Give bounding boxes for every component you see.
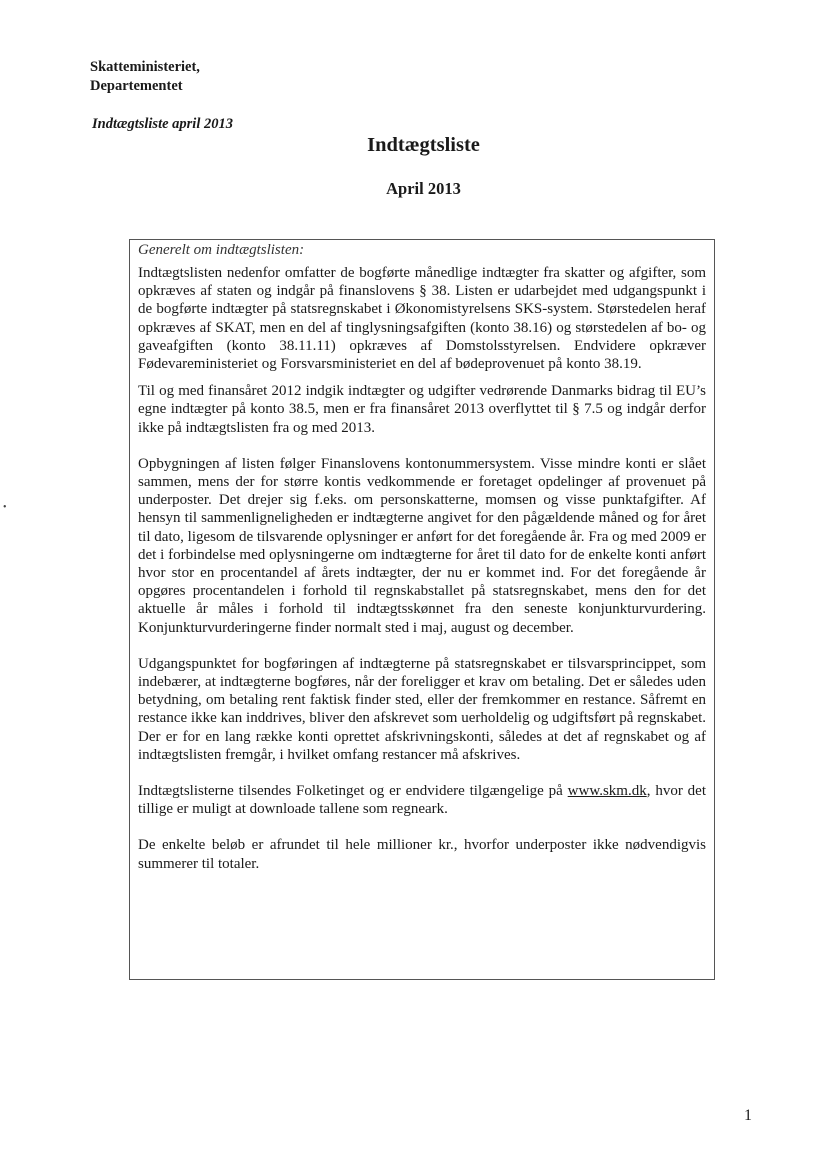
document-date: April 2013 [386,179,461,198]
skm-link[interactable]: www.skm.dk [567,783,647,800]
paragraph-scope: Indtægtslisten nedenfor omfatter de bogførte månedlige indtægter fra skatter og afgifter, som opkræves af staten og indgår på finanslovens § 38. Listen er udarbejdet med udgangspunkt i de bogførte indtægter på statsregnskabet i Økonomistyrelsens SKS-system. Størstedelen heraf opkræves af SKAT, men en del af tinglysningsafgiften (konto 38.16) og størstedelen af bo- og gaveafgiften (konto 38.11.11) opkræves af Domstolsstyrelsen. Endvidere opkræver Fødevareministeriet og Forsvarsministeriet en del af bødeprovenuet på konto 38.19. [138,265,706,373]
organization-header [90,58,200,96]
availability-text-end: , hvor det tillige er muligt at downloade tallene som regneark. [138,783,707,818]
page-title: Indtægtsliste [367,134,480,156]
paragraph-structure: Opbygningen af listen følger Finanslovens kontonummersystem. Visse mindre konti er slået sammen, mens der for større kontis vedkommende er foretaget opdelinger af provenuet på underposter. Det drejer sig f.eks. om personskatterne, momsen og visse punktafgifter. Af hensyn til sammenligneligheden er indtægterne angivet for den pågældende måned og for året til dato, ligesom de tilsvarende oplysninger er anført for det foregående år. Fra og med 2009 er det i forbindelse med oplysningerne om indtægterne for året til dato for de enkelte konti anført hvor stor en procentandel af årets indtægter, der nu er kommet ind. For det foregående år opgøres procentandelen i forhold til regnskabstallet på statsregnskabet, mens den for det aktuelle år måles i forhold til indtægtsskønnet fra den seneste konjunkturvurdering. Konjunkturvurderingerne finder normalt sted i maj, august og december. [138,455,706,636]
organization-name: Skatteministeriet, [90,59,200,75]
availability-text: Indtægtslisterne tilsendes Folketinget og er endvidere tilgængelige på [138,783,568,800]
paragraph-eu-contribution: Til og med finansåret 2012 indgik indtægter og udgifter vedrørende Danmarks bidrag til EU’s egne indtægter på konto 38.5, men er fra finansåret 2013 overflyttet til § 7.5 og indgår derfor ikke på indtægtslisten fra og med 2013. [138,383,706,436]
paragraph-availability [138,782,706,818]
info-box-heading: Generelt om indtægtslisten: [138,242,305,258]
page-number: 1 [744,1107,752,1124]
info-box [129,239,715,980]
department-name: Departementet [90,78,183,94]
paragraph-rounding: De enkelte beløb er afrundet til hele millioner kr., hvorfor underposter ikke nødvendigvis summerer til totaler. [138,837,706,872]
margin-mark: • [3,502,7,513]
paragraph-accounting-principle: Udgangspunktet for bogføringen af indtægterne på statsregnskabet er tilsvarsprincippet, som indebærer, at indtægterne bogføres, når der foreligger et krav om betaling. Det er således uden betydning, om betaling rent faktisk finder sted, eller der fremkommer en restance. Såfremt en restance ikke kan inddrives, bliver den afskrevet som uerholdelig og udgiftsført på regnskabet. Der er for en lang række konti oprettet afskrivningskonti, således at det af regnskabet og af indtægtslisten fremgår, i hvilket omfang restancer må afskrives. [138,655,706,763]
list-label: Indtægtsliste april 2013 [92,116,233,132]
